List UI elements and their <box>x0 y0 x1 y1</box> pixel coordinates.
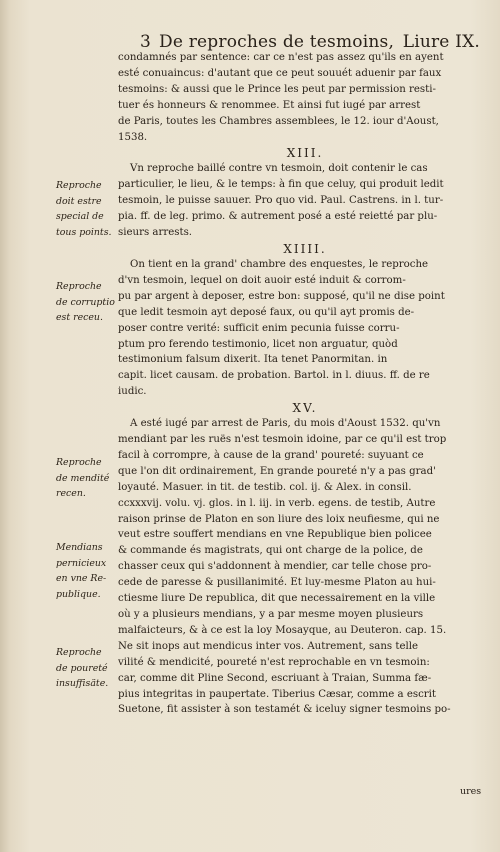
text-line: raison prinse de Platon en son liure des loix neufiesme, qui ne <box>118 513 440 525</box>
text-line: loyauté. Masuer. in tit. de testib. col. ij. & Alex. in consil. <box>118 481 412 493</box>
text-line: condamnés par sentence: car ce n'est pas assez qu'ils en ayent <box>118 52 444 63</box>
section-number: XV. <box>292 401 318 416</box>
text-line: facil à corrompre, à cause de la grand' poureté: suyuant ce <box>118 449 424 461</box>
section-number: XIIII. <box>283 241 327 256</box>
text-line: ptum pro ferendo testimonio, licet non arguatur, quòd <box>118 338 398 350</box>
margin-note-line: pernicieux <box>56 557 107 569</box>
page-number: 3 <box>140 32 152 52</box>
text-line: & commande és magistrats, qui ont charge de la police, de <box>118 545 423 557</box>
margin-note-reproche-special <box>56 178 122 240</box>
text-line: car, comme dit Pline Second, escriuant à Traian, Summa fæ- <box>118 672 432 684</box>
margin-note-line: de corruptio <box>56 296 115 308</box>
margin-note-line: de mendité <box>56 472 110 484</box>
margin-note-line: doit estre <box>56 195 102 207</box>
margin-note-line: en vne Re- <box>56 573 107 584</box>
text-line: tesmoins: & aussi que le Prince les peut par permission resti- <box>118 83 436 95</box>
text-line: cede de paresse & pusillanimité. Et luy-mesme Platon au hui- <box>118 577 436 589</box>
text-line: pu par argent à deposer, estre bon: supposé, qu'il ne dise point <box>118 290 445 302</box>
text-line: veut estre souffert mendians en vne Republique bien policee <box>118 529 432 541</box>
margin-note-line: Mendians <box>56 542 103 553</box>
text-line: tuer és honneurs & renommee. Et ainsi fut iugé par arrest <box>118 99 421 111</box>
text-line: malfaicteurs, & à ce est la loy Mosayque, au Deuteron. cap. 15. <box>118 624 447 636</box>
margin-note-line: tous points. <box>56 226 112 238</box>
text-line: de Paris, toutes les Chambres assemblees, le 12. iour d'Aoust, <box>118 115 439 127</box>
text-line: ccxxxvij. volu. vj. glos. in l. iij. in verb. egens. de testib, Autre <box>118 497 436 509</box>
margin-note-mendians-pernicieux <box>56 540 122 602</box>
section-number: XIII. <box>286 146 324 161</box>
margin-note-line: recen. <box>56 488 86 499</box>
text-line: pius integritas in paupertate. Tiberius Cæsar, comme a escrit <box>118 688 437 700</box>
text-line: tesmoin, le puisse sauuer. Pro quo vid. Paul. Castrens. in l. tur- <box>118 195 444 207</box>
text-line: esté conuaincus: d'autant que ce peut souuét aduenir par faux <box>118 67 442 79</box>
text-line: iudic. <box>118 386 147 398</box>
text-line: 1538. <box>118 131 148 143</box>
book-label: Liure IX. <box>402 32 480 52</box>
margin-note-line: Reproche <box>56 281 102 292</box>
main-text <box>118 50 492 718</box>
margin-note-line: Reproche <box>56 180 102 191</box>
text-line: capit. licet causam. de probation. Bartol. in l. diuus. ff. de re <box>118 370 430 382</box>
margin-note-reproche-corruption <box>56 279 122 326</box>
margin-note-line: Reproche <box>56 457 102 468</box>
text-line: testimonium falsum dixerit. Ita tenet Panormitan. in <box>118 354 388 366</box>
text-line: particulier, le lieu, & le temps: à fin que celuy, qui produit ledit <box>118 179 444 191</box>
running-title: De reproches de tesmoins, <box>159 32 395 52</box>
text-line: que l'on dit ordinairement, En grande poureté n'y a pas grad' <box>118 465 436 477</box>
text-line: ctiesme liure De republica, dit que necessairement en la ville <box>118 593 436 605</box>
text-line: d'vn tesmoin, lequel on doit auoir esté induit & corrom- <box>118 274 406 286</box>
margin-note-reproche-mendicite <box>56 455 122 502</box>
text-line: chasser ceux qui s'addonnent à mendier, car telle chose pro- <box>118 561 432 573</box>
margin-note-line: publique. <box>56 588 101 600</box>
text-line: On tient en la grand' chambre des enquestes, le reproche <box>130 258 429 270</box>
margin-note-line: insuffisäte. <box>56 678 109 689</box>
margin-note-line: special de <box>56 211 104 222</box>
margin-note-line: est receu. <box>56 312 103 323</box>
text-line: sieurs arrests. <box>118 227 193 239</box>
text-line: Vn reproche baillé contre vn tesmoin, doit contenir le cas <box>130 163 428 175</box>
text-line: Suetone, fit assister à son testamét & iceluy signer tesmoins po- <box>118 704 451 716</box>
text-line: vilité & mendicité, poureté n'est reprochable en vn tesmoin: <box>118 656 430 668</box>
text-line: Ne sit inops aut mendicus inter vos. Autrement, sans telle <box>118 640 419 652</box>
text-line: pia. ff. de leg. primo. & autrement posé a esté reietté par plu- <box>118 211 438 223</box>
text-line: mendiant par les ruës n'est tesmoin idoine, par ce qu'il est trop <box>118 434 447 446</box>
margin-note-reproche-pourete <box>56 645 122 692</box>
catchword: ures <box>460 786 482 797</box>
text-line: que ledit tesmoin ayt deposé faux, ou qu'il ayt promis de- <box>118 306 415 318</box>
margin-note-line: de poureté <box>56 662 108 674</box>
text-line: où y a plusieurs mendians, y a par mesme moyen plusieurs <box>118 609 424 620</box>
text-line: A esté iugé par arrest de Paris, du mois d'Aoust 1532. qu'vn <box>130 418 441 430</box>
margin-note-line: Reproche <box>56 647 102 658</box>
text-line: poser contre verité: sufficit enim pecunia fuisse corru- <box>118 322 400 334</box>
